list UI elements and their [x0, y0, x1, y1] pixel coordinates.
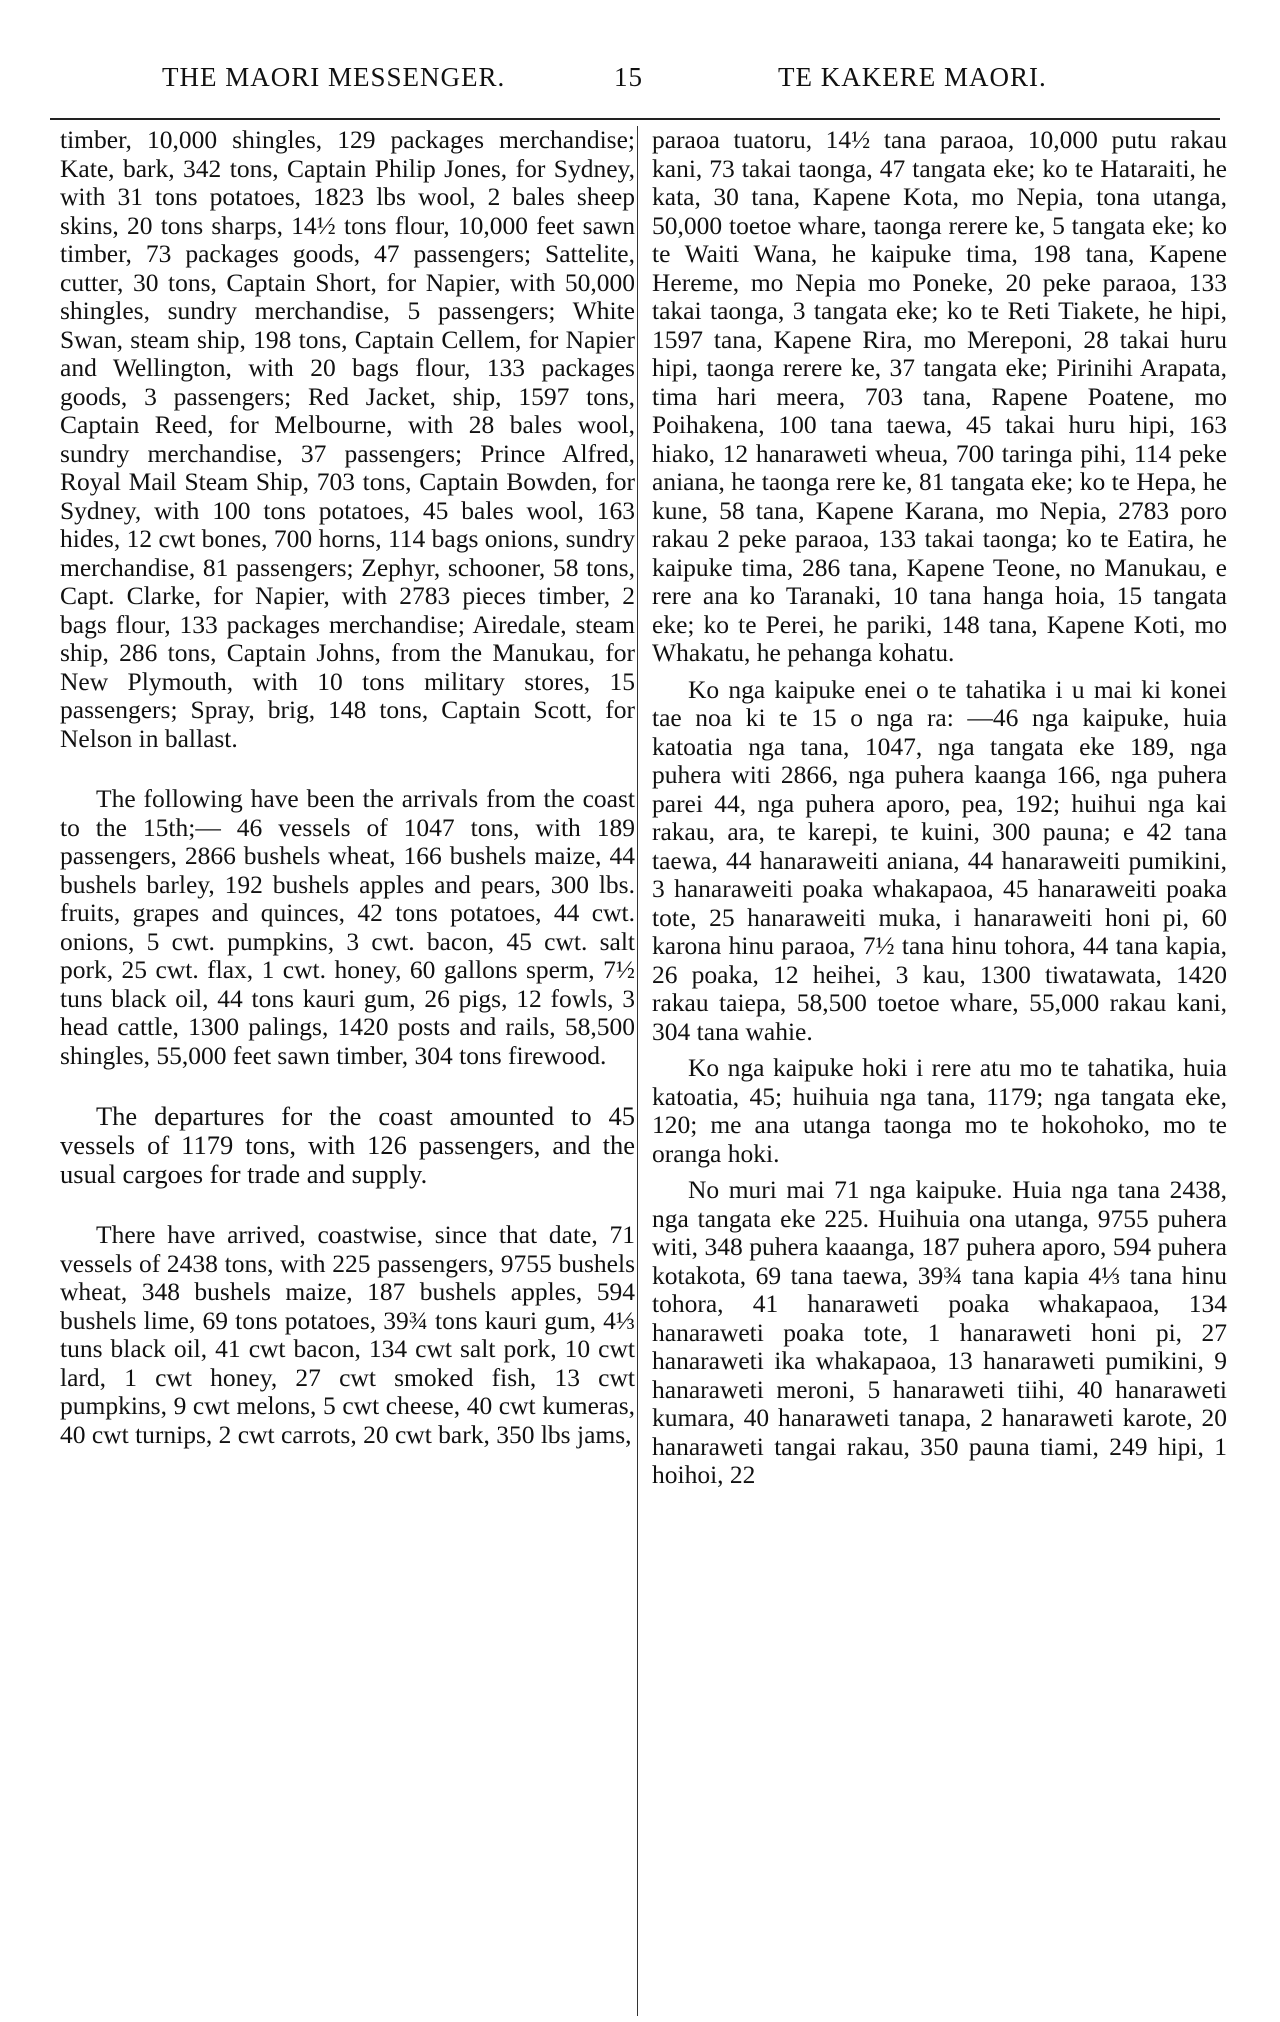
- maori-coastwise-arrivals-paragraph: No muri mai 71 nga kaipuke. Huia nga tana 2438, nga tangata eke 225. Huihuia ona utanga, 9755 puhera witi, 348 puhera kaaanga, 187 puhera aporo, 594 puhera kotakota, 69 tana taewa, 39¾ tana kapia 4⅓ tana hinu tohora, 41 hanaraweti poaka whakapaoa, 134 hanaraweti poaka tote, 1 hanaraweti honi pi, 27 hanaraweti ika whakapaoa, 13 hanaraweti pumikini, 9 hanaraweti meroni, 5 hanaraweti tiihi, 40 hanaraweti kumara, 40 hanaraweti tanapa, 2 hanaraweti karote, 20 hanaraweti tangai rakau, 350 pauna tiami, 249 hipi, 1 hoihoi, 22: [652, 1175, 1227, 1489]
- shipping-departures-paragraph: timber, 10,000 shingles, 129 packages merchandise; Kate, bark, 342 tons, Captain Philip Jones, for Sydney, with 31 tons potatoes, 1823 lbs wool, 2 bales sheep skins, 20 tons sharps, 14½ tons flour, 10,000 feet sawn timber, 73 packages goods, 47 passengers; Sattelite, cutter, 30 tons, Captain Short, for Napier, with 50,000 shingles, sundry merchandise, 5 passengers; White Swan, steam ship, 198 tons, Captain Cellem, for Napier and Wellington, with 20 bags flour, 133 packages goods, 3 passengers; Red Jacket, ship, 1597 tons, Captain Reed, for Melbourne, with 28 bales wool, sundry merchandise, 37 passengers; Prince Alfred, Royal Mail Steam Ship, 703 tons, Captain Bowden, for Sydney, with 100 tons potatoes, 45 bales wool, 163 hides, 12 cwt bones, 700 horns, 114 bags onions, sundry merchandise, 81 passengers; Zephyr, schooner, 58 tons, Capt. Clarke, for Napier, with 2783 pieces timber, 2 bags flour, 133 packages merchandise; Airedale, steam ship, 286 tons, Captain Johns, from the Manukau, for New Plymouth, with 10 tons military stores, 15 passengers; Spray, brig, 148 tons, Captain Scott, for Nelson in ballast.: [60, 125, 635, 753]
- right-column-maori: [652, 126, 1227, 1490]
- coastwise-arrivals-paragraph: There have arrived, coastwise, since that date, 71 vessels of 2438 tons, with 225 passengers, 9755 bushels wheat, 348 bushels maize, 187 bushels apples, 594 bushels lime, 69 tons potatoes, 39¾ tons kauri gum, 4⅓ tuns black oil, 41 cwt bacon, 134 cwt salt pork, 10 cwt lard, 1 cwt honey, 27 cwt smoked fish, 13 cwt pumpkins, 9 cwt melons, 5 cwt cheese, 40 cwt kumeras, 40 cwt turnips, 2 cwt carrots, 20 cwt bark, 350 lbs jams,: [60, 1220, 635, 1449]
- header-rule: [50, 118, 1220, 120]
- coastal-departures-paragraph: The departures for the coast amounted to 45 vessels of 1179 tons, with 126 passengers, and the usual cargoes for trade and supply.: [60, 1101, 635, 1189]
- coastal-arrivals-paragraph: The following have been the arrivals from the coast to the 15th;— 46 vessels of 1047 tons, with 189 passengers, 2866 bushels wheat, 166 bushels maize, 44 bushels barley, 192 bushels apples and pears, 300 lbs. fruits, grapes and quinces, 42 tons potatoes, 44 cwt. onions, 5 cwt. pumpkins, 3 cwt. bacon, 45 cwt. salt pork, 25 cwt. flax, 1 cwt. honey, 60 gallons sperm, 7½ tuns black oil, 44 tons kauri gum, 26 pigs, 12 fowls, 3 head cattle, 1300 palings, 1420 posts and rails, 58,500 shingles, 55,000 feet sawn timber, 304 tons firewood.: [60, 784, 635, 1070]
- maori-arrivals-paragraph: Ko nga kaipuke enei o te tahatika i u mai ki konei tae noa ki te 15 o nga ra: —46 nga kaipuke, huia katoatia nga tana, 1047, nga tangata eke 189, nga puhera witi 2866, nga puhera kaanga 166, nga puhera parei 44, nga puhera aporo, pea, 192; huihui nga kai rakau, ara, te karepi, te kuini, 300 pauna; e 42 tana taewa, 44 hanaraweiti aniana, 44 hanaraweiti pumikini, 3 hanaraweiti poaka whakapaoa, 45 hanaraweiti poaka tote, 25 hanaraweiti muka, i hanaraweiti honi pi, 60 karona hinu paraoa, 7½ tana hinu tohora, 44 tana kapia, 26 poaka, 12 heihei, 3 kau, 1300 tiwatawata, 1420 rakau taiepa, 58,500 toetoe whare, 55,000 rakau kani, 304 tana wahie.: [652, 674, 1227, 1046]
- column-divider: [637, 126, 638, 2016]
- page-number: 15: [614, 62, 643, 92]
- page-header: [0, 62, 1280, 102]
- maori-coastal-departures-paragraph: Ko nga kaipuke hoki i rere atu mo te tahatika, huia katoatia, 45; huihuia nga tana, 1179; nga tangata eke, 120; me ana utanga taonga mo te hokohoko, mo te oranga hoki.: [652, 1053, 1227, 1168]
- maori-departures-paragraph: paraoa tuatoru, 14½ tana paraoa, 10,000 putu rakau kani, 73 takai taonga, 47 tangata eke; ko te Hataraiti, he kata, 30 tana, Kapene Kota, mo Nepia, tona utanga, 50,000 toetoe whare, taonga rerere ke, 5 tangata eke; ko te Waiti Wana, he kaipuke tima, 198 tana, Kapene Hereme, mo Nepia mo Poneke, 20 peke paraoa, 133 takai taonga, 3 tangata eke; ko te Reti Tiakete, he hipi, 1597 tana, Kapene Rira, mo Mereponi, 28 takai huru hipi, taonga rerere ke, 37 tangata eke; Pirinihi Arapata, tima hari meera, 703 tana, Rapene Poatene, mo Poihakena, 100 tana taewa, 45 takai huru hipi, 163 hiako, 12 hanaraweti wheua, 700 taringa pihi, 114 peke aniana, he taonga rere ke, 81 tangata eke; ko te Hepa, he kune, 58 tana, Kapene Karana, mo Nepia, 2783 poro rakau 2 peke paraoa, 133 takai taonga; ko te Eatira, he kaipuke tima, 286 tana, Kapene Teone, no Manukau, e rere ana ko Taranaki, 10 tana hanga hoia, 15 tangata eke; ko te Perei, he pariki, 148 tana, Kapene Koti, mo Whakatu, he pehanga kohatu.: [652, 125, 1227, 667]
- header-title-maori: TE KAKERE MAORI.: [778, 62, 1047, 92]
- left-column-english: [60, 126, 635, 1449]
- header-title-english: THE MAORI MESSENGER.: [162, 62, 506, 92]
